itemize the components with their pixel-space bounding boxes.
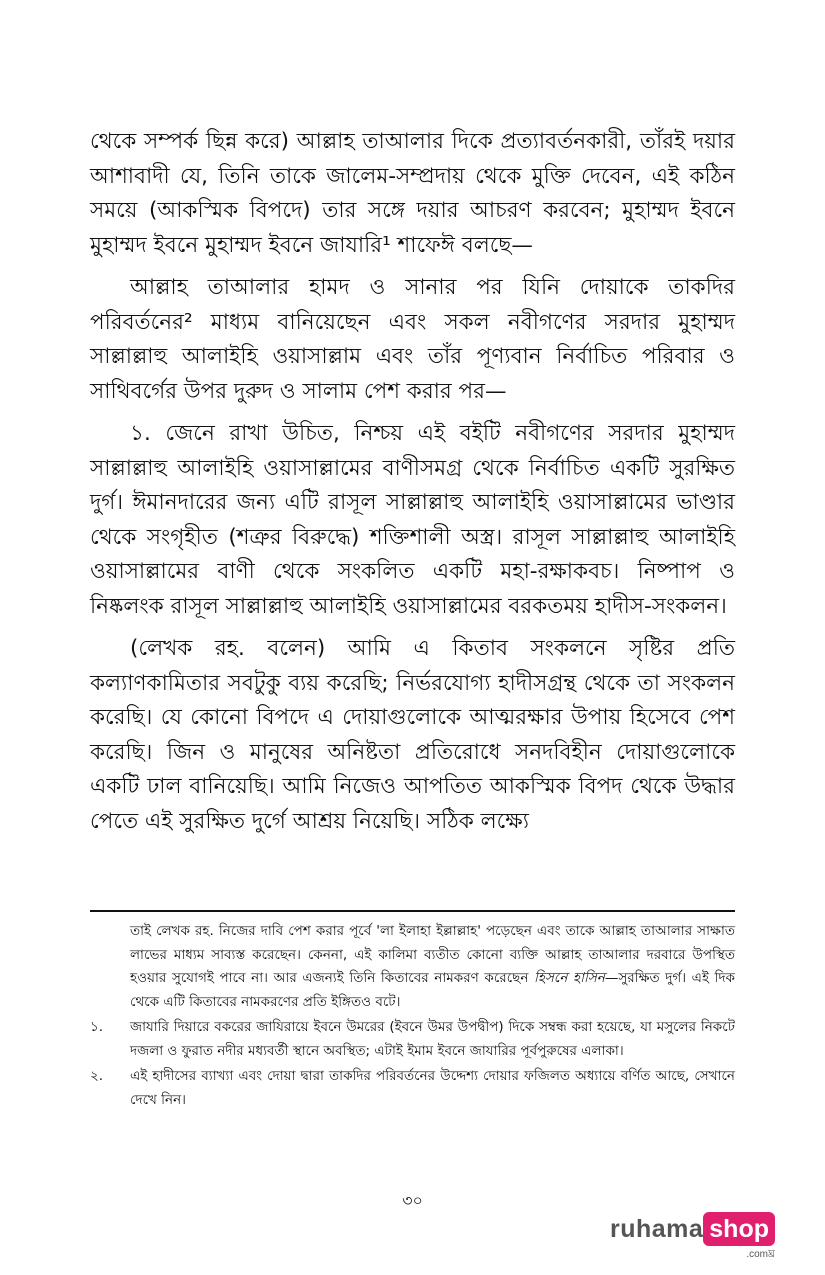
footnote-divider [90, 910, 735, 912]
body-paragraph: আল্লাহ তাআলার হামদ ও সানার পর যিনি দোয়াকে তাকদির পরিবর্তনের² মাধ্যম বানিয়েছেন এবং সকল নবীগণের সরদার মুহাম্মদ সাল্লাল্লাহু আলাইহি ওয়াসাল্লাম এবং তাঁর পূণ্যবান নির্বাচিত পরিবার ও সাথিবর্গের উপর দুরুদ ও সালাম পেশ করার পর— [90, 275, 735, 404]
footnote-text: —সুরক্ষিত দুর্গ। এই দিক থেকে এটি কিতাবের নামকরণের প্রতি ইঙ্গিতও বটে। [130, 970, 735, 1010]
body-paragraph: (লেখক রহ. বলেন) আমি এ কিতাব সংকলনে সৃষ্টির প্রতি কল্যাণকামিতার সবটুকু ব্যয় করেছি; নির্ভরযোগ্য হাদীসগ্রন্থ থেকে তা সংকলন করেছি। যে কোনো বিপদে এ দোয়াগুলোকে আত্মরক্ষার উপায় হিসেবে পেশ করেছি। জিন ও মানুষের অনিষ্টতা প্রতিরোধে সনদবিহীন দোয়াগুলোকে একটি ঢাল বানিয়েছি। আমি নিজেও আপতিত আকস্মিক বিপদ থেকে উদ্ধার পেতে এই সুরক্ষিত দুর্গে আশ্রয় নিয়েছি। সঠিক লক্ষ্যে [90, 636, 735, 834]
main-text [90, 125, 735, 839]
logo-word: ruhama [609, 1215, 704, 1243]
footnote-item [90, 1016, 735, 1063]
body-paragraph: থেকে সম্পর্ক ছিন্ন করে) আল্লাহ তাআলার দিকে প্রত্যাবর্তনকারী, তাঁরই দয়ার আশাবাদী যে, তিনি তাকে জালেম-সম্প্রদায় থেকে মুক্তি দেবেন, এই কঠিন সময়ে (আকস্মিক বিপদে) তার সঙ্গে দয়ার আচরণ করবেন; মুহাম্মদ ইবনে মুহাম্মদ ইবনে মুহাম্মদ ইবনে জাযারি¹ শাফেঈ বলছে— [90, 129, 735, 258]
body-paragraph: ১. জেনে রাখা উচিত, নিশ্চয় এই বইটি নবীগণের সরদার মুহাম্মদ সাল্লাল্লাহু আলাইহি ওয়াসাল্লামের বাণীসমগ্র থেকে নির্বাচিত একটি সুরক্ষিত দুর্গ। ঈমানদারের জন্য এটি রাসূল সাল্লাল্লাহু আলাইহি ওয়াসাল্লামের ভাণ্ডার থেকে সংগৃহীত (শত্রুর বিরুদ্ধে) শক্তিশালী অস্ত্র। রাসূল সাল্লাল্লাহু আলাইহি ওয়াসাল্লামের বাণী থেকে সংকলিত একটি মহা-রক্ষাকবচ। নিষ্পাপ ও নিষ্কলংক রাসূল সাল্লাল্লাহু আলাইহি ওয়াসাল্লামের বরকতময় হাদীস-সংকলন। [90, 421, 735, 619]
book-title-italic: হিসনে হাসিন [534, 970, 605, 986]
footnote-number: ১. [90, 1019, 104, 1035]
logo-domain: .comঘ্র [746, 1249, 775, 1260]
logo-badge: shop [703, 1212, 775, 1246]
footnote-text: এই হাদীসের ব্যাখ্যা এবং দোয়া দ্বারা তাকদির পরিবর্তনের উদ্দেশ্য দোয়ার ফজিলত অধ্যায়ে বর্ণিত আছে, সেখানে দেখে নিন। [130, 1068, 735, 1108]
ruhamashop-logo [610, 1212, 775, 1264]
footnote-item [90, 1065, 735, 1112]
logo-badge-wrap [703, 1212, 775, 1264]
footnote-number: ২. [90, 1068, 104, 1084]
footnotes [90, 920, 735, 1112]
footnote-continuation [90, 920, 735, 1014]
page-number: ৩০ [402, 1191, 423, 1210]
footnote-text: তাই লেখক রহ. নিজের দাবি পেশ করার পূর্বে 'লা ইলাহা ইল্লাল্লাহ' পড়েছেন এবং তাকে আল্লাহ তাআলার সাক্ষাত লাভের মাধ্যম সাব্যস্ত করেছেন। কেননা, এই কালিমা ব্যতীত কোনো ব্যক্তি আল্লাহ তাআলার দরবারে উপস্থিত হওয়ার সুযোগই পাবে না। আর এজন্যই তিনি কিতাবের নামকরণ করেছেন [130, 923, 735, 986]
footnote-text: জাযারি দিয়ারে বকরের জাযিরায়ে ইবনে উমরের (ইবনে উমর উপদ্বীপ) দিকে সম্বন্ধ করা হয়েছে, যা মসুলের নিকটে দজলা ও ফুরাত নদীর মধ্যবর্তী স্থানে অবস্থিত; এটাই ইমাম ইবনে জাযারির পূর্বপুরুষের এলাকা। [130, 1019, 735, 1059]
